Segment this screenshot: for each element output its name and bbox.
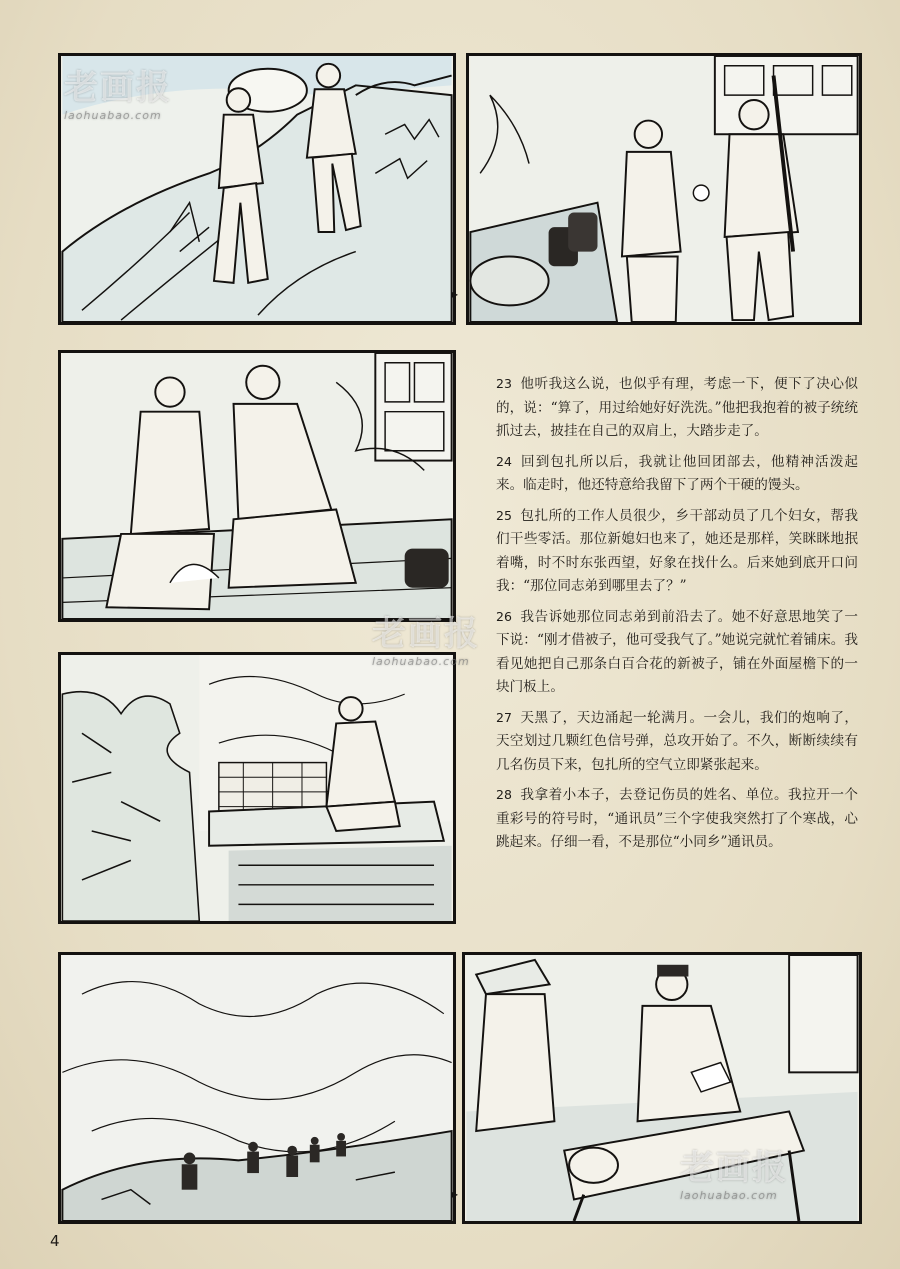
comic-panel-6: [462, 952, 862, 1224]
paragraph-26: 26 我告诉她那位同志弟到前沿去了。她不好意思地笑了一下说：“刚才借被子，他可受我气了。”她说完就忙着铺床。我看见她把自己那条白百合花的新被子，铺在外面屋檐下的一块门板上。: [496, 608, 858, 695]
paragraph-23: 23 他听我这么说，也似乎有理，考虑一下，便下了决心似的，说：“算了，用过给她好好洗洗。”他把我抱着的被子统统抓过去，披挂在自己的双肩上，大踏步走了。: [496, 376, 858, 439]
paragraph-24: 24 回到包扎所以后，我就让他回团部去，他精神活泼起来。临走时，他还特意给我留下了两个干硬的馒头。: [496, 453, 858, 493]
panel-5-illustration: [61, 955, 453, 1221]
watermark: 老画报 laohuabao.com: [680, 1148, 788, 1202]
comic-panel-3: [58, 350, 456, 622]
story-text: [496, 372, 858, 861]
comic-panel-4: [58, 652, 456, 924]
paragraph-28: 28 我拿着小本子，去登记伤员的姓名、单位。我拉开一个重彩号的符号时，“通讯员”三个字使我突然打了个寒战，心跳起来。仔细一看，不是那位“小同乡”通讯员。: [496, 787, 858, 850]
panel-2-illustration: [469, 56, 859, 322]
watermark: 老画报 laohuabao.com: [64, 68, 172, 122]
comic-panel-1: [58, 53, 459, 325]
paragraph-25: 25 包扎所的工作人员很少，乡干部动员了几个妇女，帮我们干些零活。那位新媳妇也来了，她还是那样，笑眯眯地抿着嘴，时不时东张西望，好象在找什么。后来她到底开口问我：“那位同志弟到哪里去了？”: [496, 507, 858, 594]
panel-flow-arrow: ▸: [452, 287, 459, 301]
panel-1-illustration: [61, 56, 453, 322]
panel-6-illustration: [465, 955, 859, 1221]
panel-flow-arrow: ▸: [452, 1187, 459, 1201]
comic-panel-5: [58, 952, 459, 1224]
panel-3-illustration: [61, 353, 453, 619]
comic-panel-2: [466, 53, 862, 325]
watermark: 老画报 laohuabao.com: [372, 614, 480, 668]
page-number: 4: [50, 1232, 60, 1250]
panel-4-illustration: [61, 655, 453, 921]
paragraph-27: 27 天黑了，天边涌起一轮满月。一会儿，我们的炮响了，天空划过几颗红色信号弹，总攻开始了。不久，断断续续有几名伤员下来，包扎所的空气立即紧张起来。: [496, 709, 858, 773]
